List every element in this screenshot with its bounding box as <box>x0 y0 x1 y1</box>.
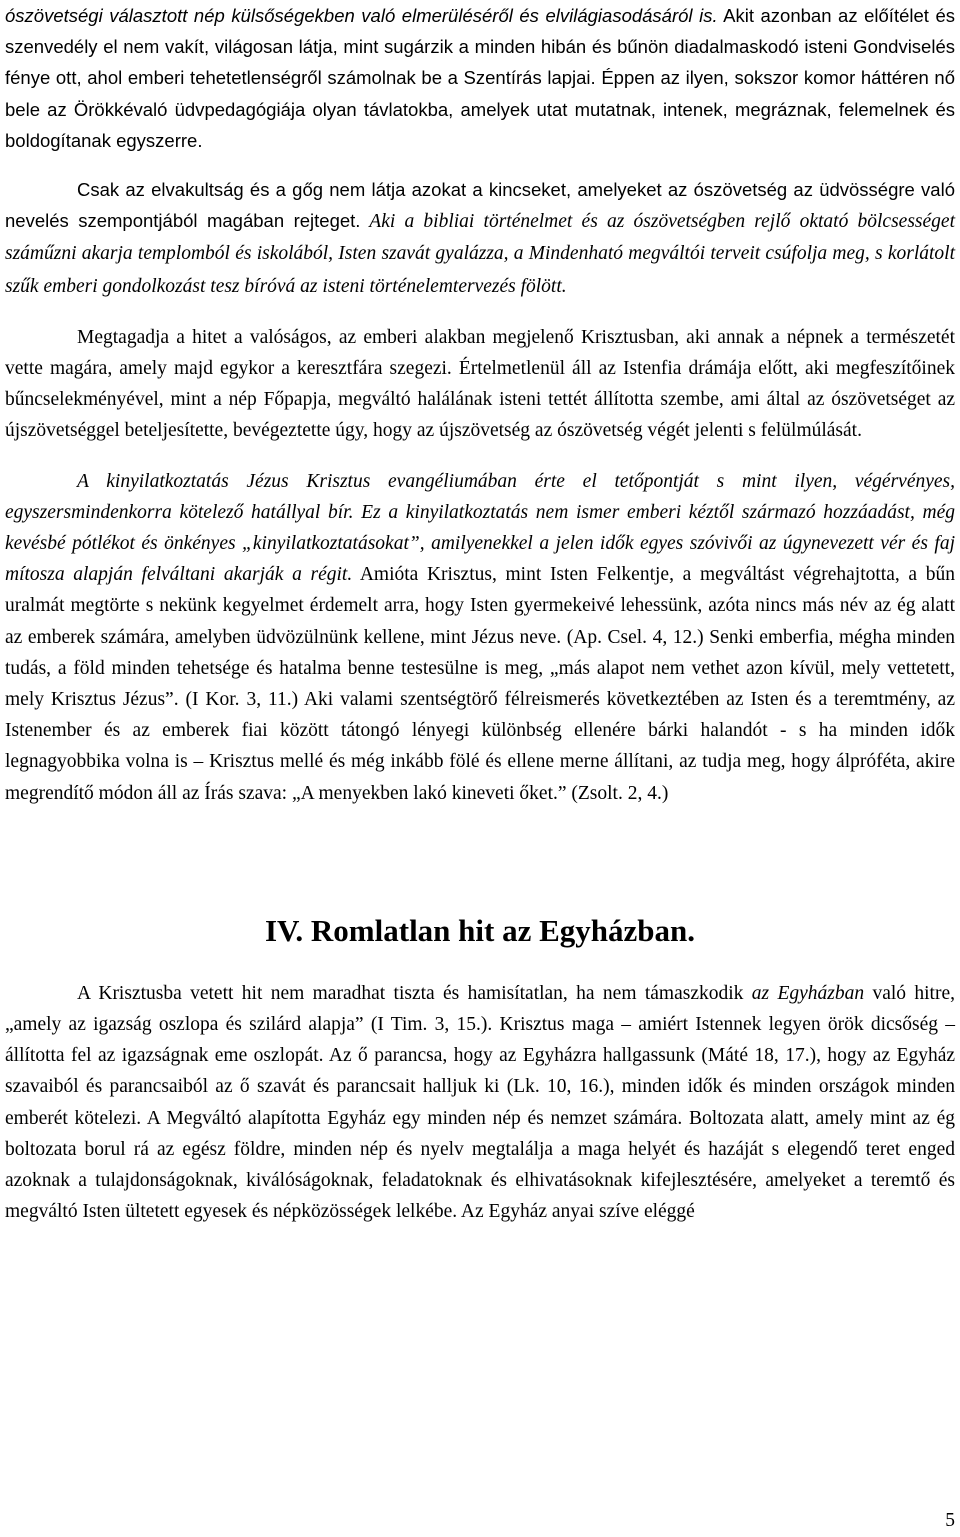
paragraph-3 <box>5 322 955 447</box>
document-page <box>5 0 955 1228</box>
body-text: való hitre, „amely az igazság oszlopa és szilárd alapja” (I Tim. 3, 15.). Krisztus maga – amiért Istennek legyen örök dicsőség – állította fel az igazságnak eme oszlopát. Az ő parancsa, hogy az Egyházra hallgassunk (Máté 18, 17.), hogy az Egyház szavaiból és parancsaiból az ő szavát és parancsait halljuk ki (Lk. 10, 16.), minden idők és minden országok minden emberét kötelezi. A Megváltó alapította Egyház egy minden nép és nemzet számára. Boltozata alatt, amely mint az ég boltozata borul rá az egész földre, minden nép és nyelv megtalálja a maga helyét és hazáját s elegendő teret enged azoknak a tulajdonságoknak, kiválóságoknak, feladatoknak és elhivatásoknak kifejlesztésére, amelyeket a teremtő és megváltó Isten ültetett egyesek és népközösségek lelkébe. Az Egyház anyai szíve eléggé <box>5 982 955 1223</box>
italic-text: A kinyilatkoztatás Jézus Krisztus evangéliumában érte el tetőpontját s mint ilyen, végérvényes, egyszersmindenkorra kötelező hatállyal bír. <box>5 470 955 523</box>
body-text: Csak az elvakultság és a gőg nem látja azokat a kincseket, amelyeket az ószövetség az üdvösségre való nevelés szempontjából magában rejteget. <box>5 179 955 232</box>
paragraph-2 <box>5 174 955 302</box>
paragraph-1 <box>5 0 955 156</box>
page-number: 5 <box>945 1510 955 1531</box>
paragraph-4 <box>5 466 955 809</box>
italic-text: ószövetségi választott nép külsőségekben való elmerüléséről és elvilágiasodásáról is. <box>5 5 718 26</box>
body-text: Amióta Krisztus, mint Isten Felkentje, a megváltást végrehajtotta, a bűn uralmát megtörte s nekünk kegyelmet érdemelt arra, hogy Isten gyermekeivé lehessünk, azóta nincs más név az ég alatt az emberek számára, amelyben üdvözülnünk kellene, mint Jézus neve. (Ap. Csel. 4, 12.) Senki emberfia, mégha minden tudás, a föld minden tehetsége és hatalma benne testesülne is meg, „más alapot nem vethet azon kívül, mely vettetett, mely Krisztus Jézus”. (I Kor. 3, 11.) Aki valami szentségtörő félreismerés következtében az Isten és a teremtmény, az Istenember és az emberek fiai között tátongó lényegi különbség ellenére bárki halandót - s ha minden idők legnagyobbika volna is – Krisztus mellé és még inkább fölé és ellene merne állítani, az tudja meg, hogy álpróféta, akire megrendítő módon áll az Írás szava: „A menyekben lakó kineveti őket.” (Zsolt. 2, 4.) <box>5 564 956 804</box>
paragraph-5 <box>5 978 955 1228</box>
body-text: Megtagadja a hitet a valóságos, az emberi alakban megjelenő Krisztusban, aki annak a népnek a természetét vette magára, amely majd egykor a keresztfára szegezi. Értelmetlenül áll az Istenfia drámája előtt, aki megfeszítőinek bűncselekményével, mint a nép Főpapja, megváltó halálának isteni tettét állította szembe, ami által az ószövetséget az újszövetséggel beteljesítette, bevégeztette úgy, hogy az újszövetség az ószövetség végét jelenti s felülmúlását. <box>5 326 955 442</box>
section-heading: IV. Romlatlan hit az Egyházban. <box>264 912 696 948</box>
italic-text: Aki a bibliai történelmet és az ószövetségben rejlő oktató bölcsességet száműzni akarja templomból és iskolából, Isten szavát gyalázza, a Mindenható megváltói terveit csúfolja meg, s korlátolt szűk emberi gondolkozást tesz bíróvá az isteni történelemtervezés fölött. <box>5 211 955 297</box>
body-text: A Krisztusba vetett hit nem maradhat tiszta és hamisítatlan, ha nem támaszkodik <box>77 982 752 1004</box>
italic-text: Ez a kinyilatkoztatás nem ismer emberi kéztől származó hozzáadást, még kevésbé pótlékot és önkényes „kinyilatkoztatásokat”, amilyenekkel a jelen idők egyes szóvivői az úgynevezett vér és faj mítosza alapján felváltani akarják a régit. <box>5 501 955 586</box>
body-text: Akit azonban az előítélet és szenvedély el nem vakít, világosan látja, mint sugárzik a minden hibán és bűnön diadalmaskodó isteni Gondviselés fénye ott, ahol emberi tehetetlenségről számolnak be a Szentírás lapjai. Éppen az ilyen, sokszor komor háttéren nő bele az Örökkévaló üdvpedagógiája olyan távlatokba, amelyek utat mutatnak, intenek, megráznak, felemelnek és boldogítanak egyszerre. <box>5 5 955 151</box>
italic-text: az Egyházban <box>751 982 865 1004</box>
